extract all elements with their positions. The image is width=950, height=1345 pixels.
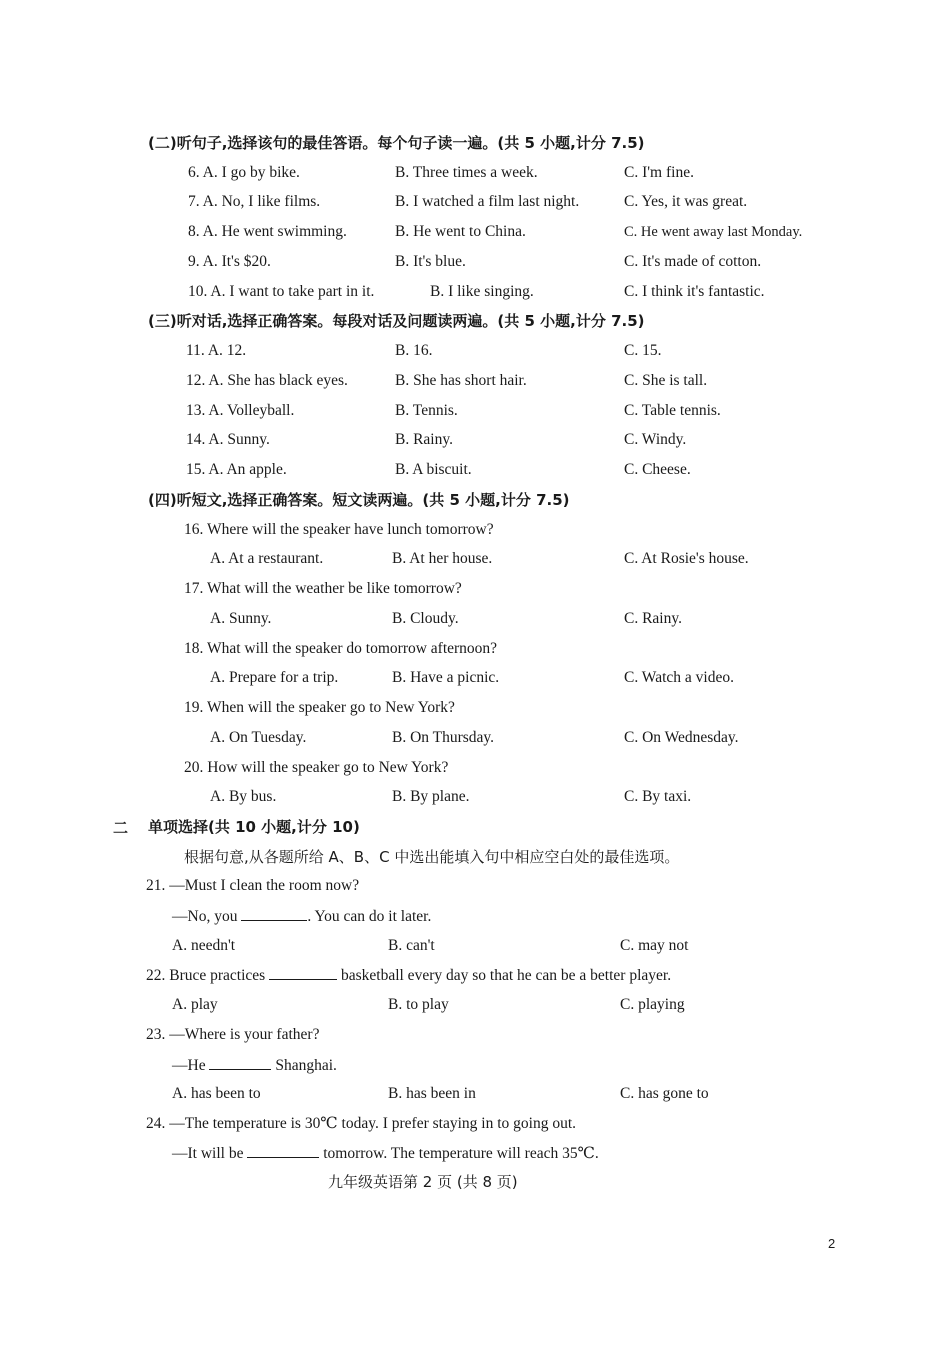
q21-line2-start: —No, you bbox=[172, 908, 238, 925]
q22-line1-start: 22. Bruce practices bbox=[146, 967, 266, 984]
q21-option-c: C. may not bbox=[620, 937, 689, 954]
q8-option-c: C. He went away last Monday. bbox=[624, 224, 803, 240]
q18-option-c: C. Watch a video. bbox=[624, 669, 734, 686]
q21-line2 bbox=[172, 906, 431, 927]
q20-option-c: C. By taxi. bbox=[624, 788, 692, 805]
q22-option-b: B. to play bbox=[388, 996, 449, 1013]
part2-heading: (二)听句子,选择该句的最佳答语。每个句子读一遍。(共 5 小题,计分 7.5) bbox=[148, 134, 645, 152]
q14-option-b: B. Rainy. bbox=[395, 431, 453, 448]
q24-line2-start: —It will be bbox=[172, 1145, 244, 1162]
q21-option-b: B. can't bbox=[388, 937, 435, 954]
section2-heading: 单项选择(共 10 小题,计分 10) bbox=[148, 818, 360, 836]
q23-line2 bbox=[172, 1055, 337, 1076]
q19-option-a: A. On Tuesday. bbox=[210, 729, 307, 746]
q12-option-a: 12. A. She has black eyes. bbox=[186, 372, 348, 389]
q20-question: 20. How will the speaker go to New York? bbox=[184, 759, 449, 776]
q6-option-b: B. Three times a week. bbox=[395, 164, 538, 181]
q6-option-c: C. I'm fine. bbox=[624, 164, 694, 181]
q16-option-c: C. At Rosie's house. bbox=[624, 550, 749, 567]
page-number: 2 bbox=[828, 1236, 836, 1251]
q24-line2-end: tomorrow. The temperature will reach 35℃. bbox=[323, 1145, 599, 1162]
q11-option-c: C. 15. bbox=[624, 342, 662, 359]
q11-option-a: 11. A. 12. bbox=[186, 342, 247, 359]
q23-option-a: A. has been to bbox=[172, 1085, 261, 1102]
q15-option-c: C. Cheese. bbox=[624, 461, 691, 478]
q18-option-b: B. Have a picnic. bbox=[392, 669, 500, 686]
q11-option-b: B. 16. bbox=[395, 342, 433, 359]
q18-option-a: A. Prepare for a trip. bbox=[210, 669, 339, 686]
q24-line1: 24. —The temperature is 30℃ today. I prefer staying in to going out. bbox=[146, 1115, 576, 1132]
q23-line2-end: Shanghai. bbox=[275, 1057, 337, 1074]
q19-question: 19. When will the speaker go to New York? bbox=[184, 699, 455, 716]
q16-question: 16. Where will the speaker have lunch tomorrow? bbox=[184, 521, 494, 538]
q13-option-a: 13. A. Volleyball. bbox=[186, 402, 295, 419]
q19-option-b: B. On Thursday. bbox=[392, 729, 495, 746]
q16-option-a: A. At a restaurant. bbox=[210, 550, 324, 567]
q14-option-c: C. Windy. bbox=[624, 431, 687, 448]
q24-line2 bbox=[172, 1143, 599, 1164]
q23-line1: 23. —Where is your father? bbox=[146, 1026, 320, 1043]
q13-option-c: C. Table tennis. bbox=[624, 402, 721, 419]
q21-blank bbox=[241, 906, 307, 921]
q19-option-c: C. On Wednesday. bbox=[624, 729, 739, 746]
q20-option-a: A. By bus. bbox=[210, 788, 277, 805]
q9-option-c: C. It's made of cotton. bbox=[624, 253, 762, 270]
q7-option-c: C. Yes, it was great. bbox=[624, 193, 748, 210]
q7-option-a: 7. A. No, I like films. bbox=[188, 193, 321, 210]
q23-option-b: B. has been in bbox=[388, 1085, 476, 1102]
part4-heading: (四)听短文,选择正确答案。短文读两遍。(共 5 小题,计分 7.5) bbox=[148, 491, 570, 509]
q23-line2-start: —He bbox=[172, 1057, 206, 1074]
q10-option-a: 10. A. I want to take part in it. bbox=[188, 283, 375, 300]
q10-option-b: B. I like singing. bbox=[430, 283, 534, 300]
section2-number: 二 bbox=[113, 819, 129, 837]
q22-blank bbox=[269, 965, 337, 980]
q22-option-a: A. play bbox=[172, 996, 218, 1013]
section2-instruction: 根据句意,从各题所给 A、B、C 中选出能填入句中相应空白处的最佳选项。 bbox=[184, 848, 680, 866]
q15-option-a: 15. A. An apple. bbox=[186, 461, 287, 478]
q14-option-a: 14. A. Sunny. bbox=[186, 431, 270, 448]
q13-option-b: B. Tennis. bbox=[395, 402, 458, 419]
q20-option-b: B. By plane. bbox=[392, 788, 470, 805]
q16-option-b: B. At her house. bbox=[392, 550, 493, 567]
q22-line1-end: basketball every day so that he can be a better player. bbox=[340, 967, 672, 984]
q12-option-c: C. She is tall. bbox=[624, 372, 708, 389]
q23-option-c: C. has gone to bbox=[620, 1085, 709, 1102]
q17-option-b: B. Cloudy. bbox=[392, 610, 459, 627]
q6-option-a: 6. A. I go by bike. bbox=[188, 164, 300, 181]
q12-option-b: B. She has short hair. bbox=[395, 372, 527, 389]
q10-option-c: C. I think it's fantastic. bbox=[624, 283, 765, 300]
part3-heading: (三)听对话,选择正确答案。每段对话及问题读两遍。(共 5 小题,计分 7.5) bbox=[148, 312, 645, 330]
q9-option-b: B. It's blue. bbox=[395, 253, 466, 270]
page-footer: 九年级英语第 2 页 (共 8 页) bbox=[328, 1173, 518, 1191]
q17-option-c: C. Rainy. bbox=[624, 610, 682, 627]
q9-option-a: 9. A. It's $20. bbox=[188, 253, 271, 270]
q8-option-a: 8. A. He went swimming. bbox=[188, 223, 347, 240]
q7-option-b: B. I watched a film last night. bbox=[395, 193, 580, 210]
q8-option-b: B. He went to China. bbox=[395, 223, 526, 240]
q21-line1: 21. —Must I clean the room now? bbox=[146, 877, 360, 894]
q24-blank bbox=[247, 1143, 319, 1158]
q22-line1 bbox=[146, 965, 671, 986]
q23-blank bbox=[209, 1055, 271, 1070]
q17-question: 17. What will the weather be like tomorrow? bbox=[184, 580, 462, 597]
q17-option-a: A. Sunny. bbox=[210, 610, 272, 627]
q21-option-a: A. needn't bbox=[172, 937, 236, 954]
q22-option-c: C. playing bbox=[620, 996, 685, 1013]
q21-line2-end: . You can do it later. bbox=[307, 908, 432, 925]
q15-option-b: B. A biscuit. bbox=[395, 461, 472, 478]
q18-question: 18. What will the speaker do tomorrow afternoon? bbox=[184, 640, 498, 657]
